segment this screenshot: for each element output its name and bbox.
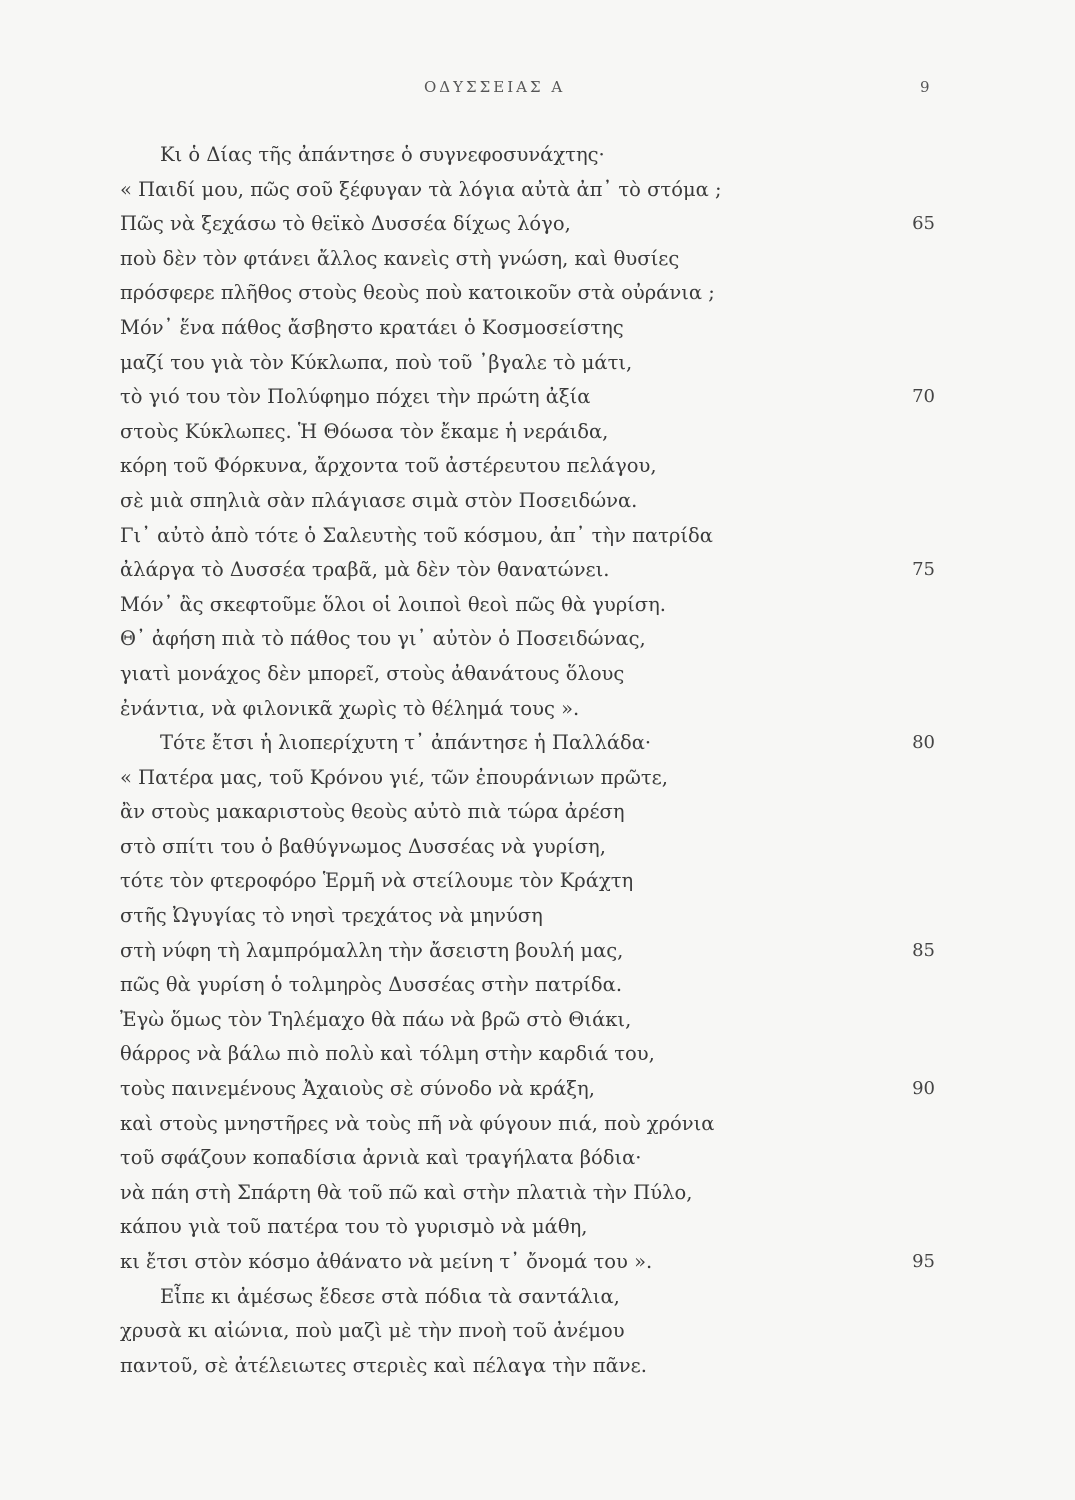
verse-line	[0, 173, 1075, 208]
verse-line	[0, 726, 1075, 761]
verse-text: θάρρος νὰ βάλω πιὸ πολὺ καὶ τόλμη στὴν καρδιά του,	[120, 1042, 655, 1066]
verse-line	[0, 276, 1075, 311]
verse-line	[0, 761, 1075, 796]
verse-line	[0, 830, 1075, 865]
verse-text: τοὺς παινεμένους Ἀχαιοὺς σὲ σύνοδο νὰ κράξη,	[120, 1077, 595, 1101]
verse-line	[0, 622, 1075, 657]
verse-text: Εἶπε κι ἀμέσως ἔδεσε στὰ πόδια τὰ σαντάλια,	[160, 1284, 620, 1308]
line-number: 90	[912, 1078, 935, 1100]
verse-text: τότε τὸν φτεροφόρο Ἑρμῆ νὰ στείλουμε τὸν Κράχτη	[120, 869, 634, 893]
verse-text: « Παιδί μου, πῶς σοῦ ξέφυγαν τὰ λόγια αὐτὰ ἀπ᾽ τὸ στόμα ;	[120, 177, 722, 201]
verse-text: παντοῦ, σὲ ἀτέλειωτες στεριὲς καὶ πέλαγα τὴν πᾶνε.	[120, 1353, 647, 1377]
verse-line	[0, 692, 1075, 727]
verse-line	[0, 864, 1075, 899]
verse-line	[0, 1314, 1075, 1349]
verse-line	[0, 311, 1075, 346]
line-number: 95	[912, 1251, 935, 1272]
verse-line	[0, 207, 1075, 242]
verse-text: « Πατέρα μας, τοῦ Κρόνου γιέ, τῶν ἐπουράνιων πρῶτε,	[120, 765, 668, 789]
verse-text: στὴ νύφη τὴ λαμπρόμαλλη τὴν ἄσειστη βουλή μας,	[120, 938, 624, 962]
verse-line	[0, 1072, 1075, 1107]
verse-text: κάπου γιὰ τοῦ πατέρα του τὸ γυρισμὸ νὰ μάθη,	[120, 1215, 588, 1239]
verse-text: κι ἔτσι στὸν κόσμο ἀθάνατο νὰ μείνη τ᾽ ὄνομά του ».	[120, 1250, 653, 1273]
verse-line	[0, 968, 1075, 1003]
line-number: 85	[912, 939, 935, 961]
verse-text: στὸ σπίτι του ὁ βαθύγνωμος Δυσσέας νὰ γυρίση,	[120, 834, 606, 858]
verse-text: καὶ στοὺς μνηστῆρες νὰ τοὺς πῆ νὰ φύγουν πιά, ποὺ χρόνια	[120, 1111, 715, 1135]
verse-text: ἐνάντια, νὰ φιλονικᾶ χωρὶς τὸ θέλημά τους ».	[120, 696, 580, 720]
verse-line	[0, 1176, 1075, 1211]
line-number: 80	[912, 732, 935, 754]
verse-line	[0, 415, 1075, 450]
verse-line	[0, 588, 1075, 623]
verse-block	[0, 138, 1075, 1383]
verse-text: τὸ γιό του τὸν Πολύφημο πόχει τὴν πρώτη ἀξία	[120, 385, 591, 409]
verse-text: στοὺς Κύκλωπες. Ἡ Θόωσα τὸν ἔκαμε ἡ νεράιδα,	[120, 419, 609, 443]
verse-line	[0, 657, 1075, 692]
verse-line	[0, 346, 1075, 381]
verse-line	[0, 1349, 1075, 1384]
verse-line	[0, 1141, 1075, 1176]
verse-text: νὰ πάη στὴ Σπάρτη θὰ τοῦ πῶ καὶ στὴν πλατιὰ τὴν Πύλο,	[120, 1180, 693, 1204]
verse-text: Ἐγὼ ὅμως τὸν Τηλέμαχο θὰ πάω νὰ βρῶ στὸ Θιάκι,	[120, 1007, 632, 1031]
line-number: 75	[912, 559, 935, 581]
verse-text: πρόσφερε πλῆθος στοὺς θεοὺς ποὺ κατοικοῦν στὰ οὐράνια ;	[120, 281, 715, 305]
verse-text: κόρη τοῦ Φόρκυνα, ἄρχοντα τοῦ ἀστέρευτου πελάγου,	[120, 454, 657, 478]
verse-text: χρυσὰ κι αἰώνια, ποὺ μαζὶ μὲ τὴν πνοὴ τοῦ ἀνέμου	[120, 1319, 625, 1343]
verse-line	[0, 1280, 1075, 1315]
verse-text: Μόν᾽ ἕνα πάθος ἄσβηστο κρατάει ὁ Κοσμοσείστης	[120, 315, 624, 339]
verse-line	[0, 1003, 1075, 1038]
verse-text: ἂν στοὺς μακαριστοὺς θεοὺς αὐτὸ πιὰ τώρα ἀρέση	[120, 800, 625, 824]
verse-text: Κι ὁ Δίας τῆς ἀπάντησε ὁ συγνεφοσυνάχτης·	[160, 143, 605, 166]
verse-line	[0, 553, 1075, 588]
verse-line	[0, 484, 1075, 519]
verse-line	[0, 1245, 1075, 1280]
verse-line	[0, 138, 1075, 173]
verse-text: ἀλάργα τὸ Δυσσέα τραβᾶ, μὰ δὲν τὸν θανατώνει.	[120, 558, 610, 582]
verse-line	[0, 1210, 1075, 1245]
page-number: 9	[920, 78, 930, 96]
page-header	[0, 78, 1075, 106]
verse-text: Πῶς νὰ ξεχάσω τὸ θεϊκὸ Δυσσέα δίχως λόγο,	[120, 212, 571, 236]
verse-line	[0, 795, 1075, 830]
verse-line	[0, 1107, 1075, 1142]
line-number: 65	[912, 213, 935, 235]
verse-text: σὲ μιὰ σπηλιὰ σὰν πλάγιασε σιμὰ στὸν Ποσειδώνα.	[120, 488, 638, 512]
verse-text: τοῦ σφάζουν κοπαδίσια ἀρνιὰ καὶ τραγήλατα βόδια·	[120, 1146, 642, 1170]
verse-line	[0, 519, 1075, 554]
verse-line	[0, 380, 1075, 415]
verse-line	[0, 449, 1075, 484]
verse-text: Μόν᾽ ἂς σκεφτοῦμε ὅλοι οἱ λοιποὶ θεοὶ πῶς θὰ γυρίση.	[120, 592, 666, 616]
verse-text: πῶς θὰ γυρίση ὁ τολμηρὸς Δυσσέας στὴν πατρίδα.	[120, 973, 623, 997]
running-title: ΟΔΥΣΣΕΙΑΣ Α	[424, 78, 566, 96]
verse-text: ποὺ δὲν τὸν φτάνει ἄλλος κανεὶς στὴ γνώση, καὶ θυσίες	[120, 246, 680, 270]
verse-text: Τότε ἔτσι ἡ λιοπερίχυτη τ᾽ ἀπάντησε ἡ Παλλάδα·	[160, 731, 652, 755]
verse-text: μαζί του γιὰ τὸν Κύκλωπα, ποὺ τοῦ ᾽βγαλε τὸ μάτι,	[120, 350, 633, 374]
verse-line	[0, 934, 1075, 969]
verse-text: γιατὶ μονάχος δὲν μπορεῖ, στοὺς ἀθανάτους ὅλους	[120, 661, 625, 685]
verse-line	[0, 899, 1075, 934]
verse-line	[0, 242, 1075, 277]
verse-text: στῆς Ὠγυγίας τὸ νησὶ τρεχάτος νὰ μηνύση	[120, 904, 543, 928]
line-number: 70	[912, 386, 935, 408]
verse-text: Γι᾽ αὐτὸ ἀπὸ τότε ὁ Σαλευτὴς τοῦ κόσμου, ἀπ᾽ τὴν πατρίδα	[120, 523, 713, 547]
verse-line	[0, 1037, 1075, 1072]
verse-text: Θ᾽ ἀφήση πιὰ τὸ πάθος του γι᾽ αὐτὸν ὁ Ποσειδώνας,	[120, 627, 646, 651]
